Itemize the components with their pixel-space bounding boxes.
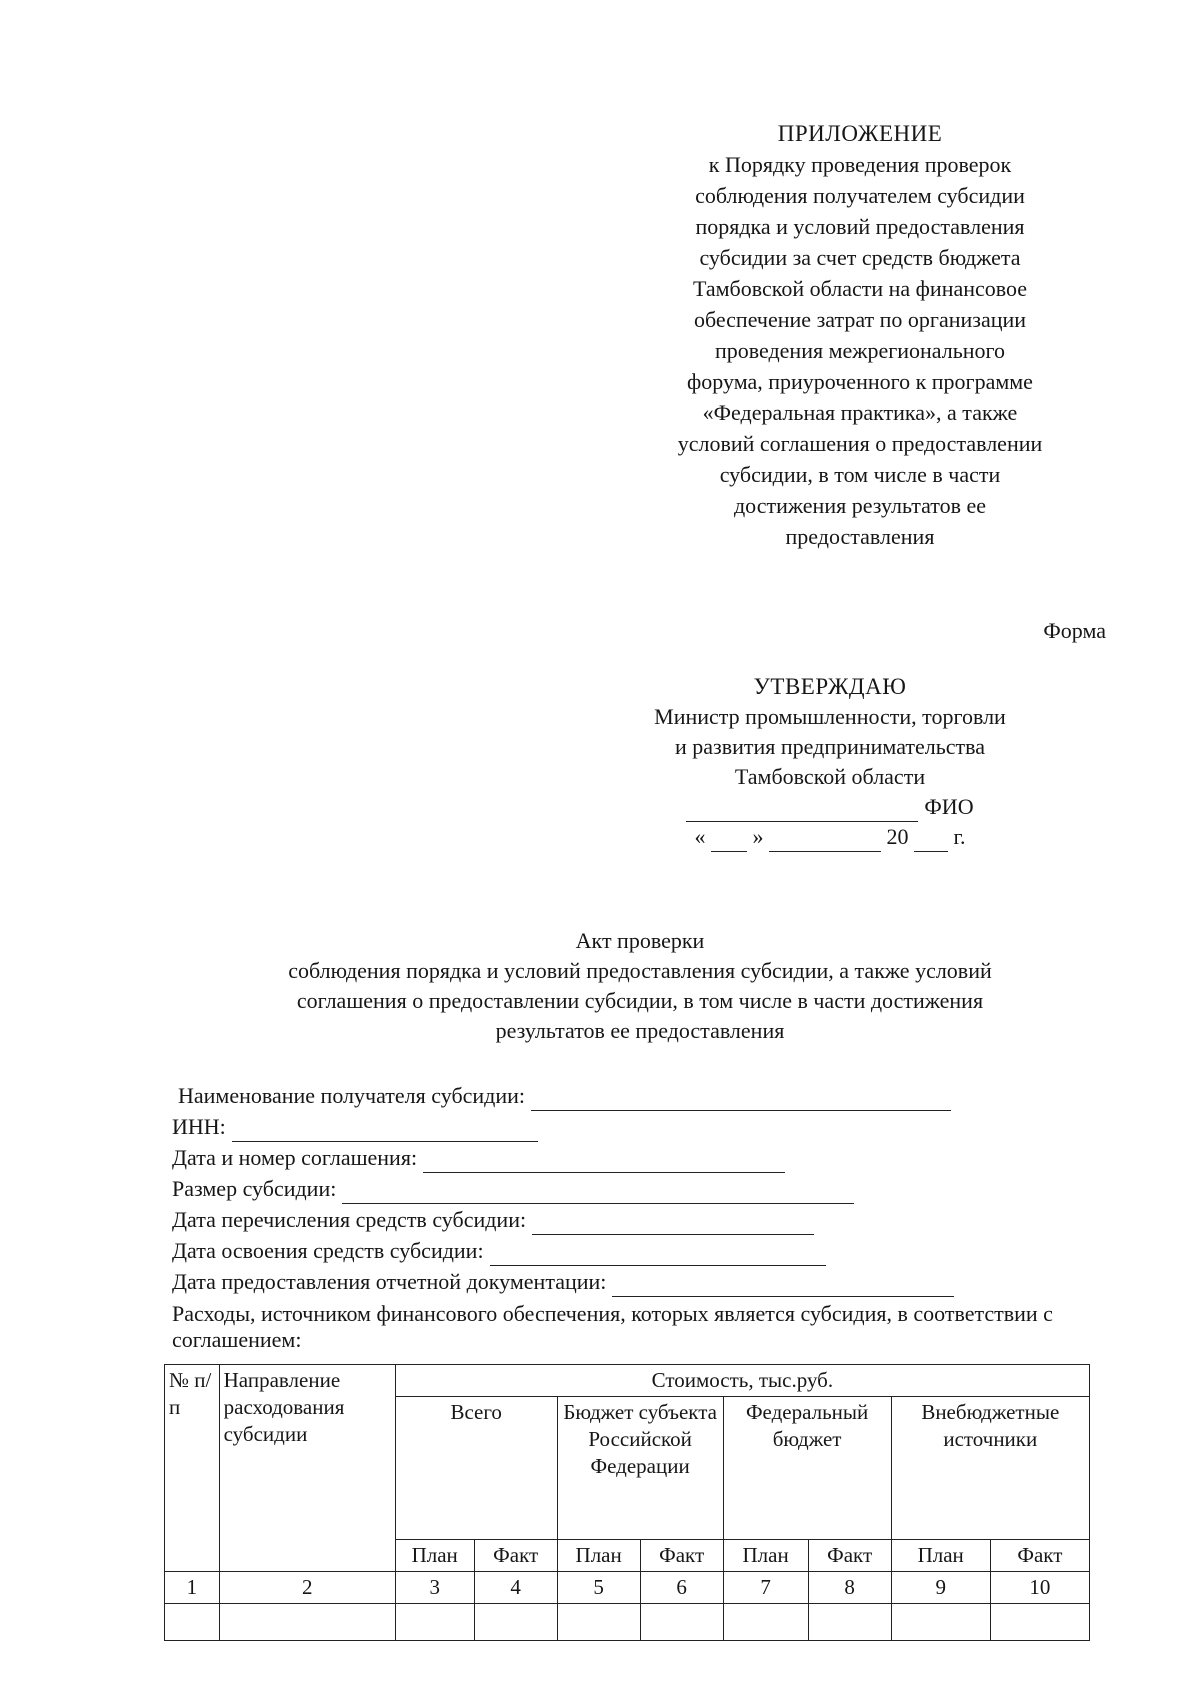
column-number: 10 bbox=[990, 1572, 1089, 1604]
approval-line: Тамбовской области bbox=[734, 764, 926, 789]
header-fact: Факт bbox=[474, 1540, 557, 1572]
header-federal-budget: Федеральный бюджет bbox=[723, 1397, 891, 1540]
header-plan: План bbox=[395, 1540, 474, 1572]
spending-date-label: Дата освоения средств субсидии: bbox=[172, 1238, 484, 1263]
approval-title: УТВЕРЖДАЮ bbox=[753, 674, 907, 699]
appendix-line: порядка и условий предоставления bbox=[695, 214, 1025, 239]
table-header-row bbox=[165, 1365, 1090, 1397]
agreement-label: Дата и номер соглашения: bbox=[172, 1145, 418, 1170]
year-prefix: 20 bbox=[886, 824, 909, 849]
header-regional-budget: Бюджет субъекта Российской Федерации bbox=[557, 1397, 723, 1540]
date-close-quote: » bbox=[752, 824, 764, 849]
table-cell[interactable] bbox=[395, 1604, 474, 1641]
appendix-header bbox=[620, 118, 1100, 552]
recipient-label: Наименование получателя субсидии: bbox=[178, 1083, 526, 1108]
fio-label: ФИО bbox=[924, 794, 974, 819]
agreement-row bbox=[172, 1142, 1108, 1173]
inn-row bbox=[172, 1111, 1108, 1142]
header-cost: Стоимость, тыс.руб. bbox=[395, 1365, 1089, 1397]
inn-label: ИНН: bbox=[172, 1114, 226, 1139]
table-cell[interactable] bbox=[640, 1604, 723, 1641]
appendix-line: условий соглашения о предоставлении bbox=[677, 431, 1043, 456]
agreement-field[interactable] bbox=[423, 1150, 785, 1173]
appendix-line: форума, приуроченного к программе bbox=[687, 369, 1033, 394]
column-number: 6 bbox=[640, 1572, 723, 1604]
recipient-field[interactable] bbox=[531, 1088, 951, 1111]
header-fact: Факт bbox=[808, 1540, 891, 1572]
table-cell[interactable] bbox=[165, 1604, 220, 1641]
header-plan: План bbox=[891, 1540, 990, 1572]
approval-block bbox=[580, 672, 1080, 852]
table-cell[interactable] bbox=[990, 1604, 1089, 1641]
amount-row bbox=[172, 1173, 1108, 1204]
table-cell[interactable] bbox=[474, 1604, 557, 1641]
form-label: Форма bbox=[1043, 618, 1106, 643]
year-suffix: г. bbox=[953, 824, 966, 849]
column-number: 9 bbox=[891, 1572, 990, 1604]
appendix-line: «Федеральная практика», а также bbox=[702, 400, 1018, 425]
appendix-title: ПРИЛОЖЕНИЕ bbox=[777, 121, 943, 146]
appendix-line: проведения межрегионального bbox=[714, 338, 1006, 363]
transfer-date-label: Дата перечисления средств субсидии: bbox=[172, 1207, 527, 1232]
report-date-field[interactable] bbox=[612, 1274, 954, 1297]
header-plan: План bbox=[557, 1540, 640, 1572]
appendix-line: субсидии, в том числе в части bbox=[719, 462, 1001, 487]
signature-line[interactable] bbox=[686, 797, 918, 822]
fields-block bbox=[172, 1080, 1108, 1353]
appendix-line: субсидии за счет средств бюджета bbox=[699, 245, 1021, 270]
header-direction: Направление расходования субсидии bbox=[219, 1365, 395, 1572]
table-cell[interactable] bbox=[557, 1604, 640, 1641]
table-column-numbers-row bbox=[165, 1572, 1090, 1604]
table-cell[interactable] bbox=[219, 1604, 395, 1641]
header-fact: Факт bbox=[640, 1540, 723, 1572]
signature-row bbox=[580, 792, 1080, 822]
transfer-date-row bbox=[172, 1204, 1108, 1235]
appendix-line: достижения результатов ее bbox=[733, 493, 987, 518]
header-extra-budget: Внебюджетные источники bbox=[891, 1397, 1089, 1540]
act-title: Акт проверки bbox=[575, 928, 705, 953]
header-number: № п/п bbox=[165, 1365, 220, 1572]
inn-field[interactable] bbox=[232, 1119, 538, 1142]
day-blank[interactable] bbox=[711, 829, 747, 852]
act-subtitle-line: результатов ее предоставления bbox=[495, 1018, 785, 1043]
appendix-line: обеспечение затрат по организации bbox=[693, 307, 1027, 332]
approval-line: и развития предпринимательства bbox=[674, 734, 986, 759]
appendix-line: предоставления bbox=[785, 524, 935, 549]
table-cell[interactable] bbox=[808, 1604, 891, 1641]
table-cell[interactable] bbox=[723, 1604, 808, 1641]
appendix-line: к Порядку проведения проверок bbox=[708, 152, 1012, 177]
expenses-table bbox=[164, 1364, 1090, 1641]
column-number: 1 bbox=[165, 1572, 220, 1604]
column-number: 3 bbox=[395, 1572, 474, 1604]
report-date-label: Дата предоставления отчетной документации: bbox=[172, 1269, 607, 1294]
column-number: 2 bbox=[219, 1572, 395, 1604]
year-blank[interactable] bbox=[914, 829, 948, 852]
table-row bbox=[165, 1604, 1090, 1641]
act-subtitle-line: соблюдения порядка и условий предоставления субсидии, а также условий bbox=[288, 958, 992, 983]
header-fact: Факт bbox=[990, 1540, 1089, 1572]
expenses-caption: Расходы, источником финансового обеспечения, которых является субсидия, в соответствии с соглашением: bbox=[172, 1301, 1053, 1352]
table-cell[interactable] bbox=[891, 1604, 990, 1641]
approval-line: Министр промышленности, торговли bbox=[654, 704, 1006, 729]
transfer-date-field[interactable] bbox=[532, 1212, 814, 1235]
act-subtitle-line: соглашения о предоставлении субсидии, в том числе в части достижения bbox=[296, 988, 984, 1013]
appendix-line: Тамбовской области на финансовое bbox=[692, 276, 1028, 301]
recipient-row bbox=[178, 1080, 1108, 1111]
column-number: 5 bbox=[557, 1572, 640, 1604]
appendix-line: соблюдения получателем субсидии bbox=[695, 183, 1025, 208]
amount-field[interactable] bbox=[342, 1181, 854, 1204]
month-blank[interactable] bbox=[769, 829, 881, 852]
act-title-block bbox=[150, 926, 1130, 1046]
report-date-row bbox=[172, 1266, 1108, 1297]
approval-date-row bbox=[580, 822, 1080, 852]
header-total: Всего bbox=[395, 1397, 557, 1540]
column-number: 4 bbox=[474, 1572, 557, 1604]
spending-date-row bbox=[172, 1235, 1108, 1266]
spending-date-field[interactable] bbox=[490, 1243, 826, 1266]
column-number: 8 bbox=[808, 1572, 891, 1604]
column-number: 7 bbox=[723, 1572, 808, 1604]
header-plan: План bbox=[723, 1540, 808, 1572]
amount-label: Размер субсидии: bbox=[172, 1176, 337, 1201]
date-open-quote: « bbox=[694, 824, 706, 849]
